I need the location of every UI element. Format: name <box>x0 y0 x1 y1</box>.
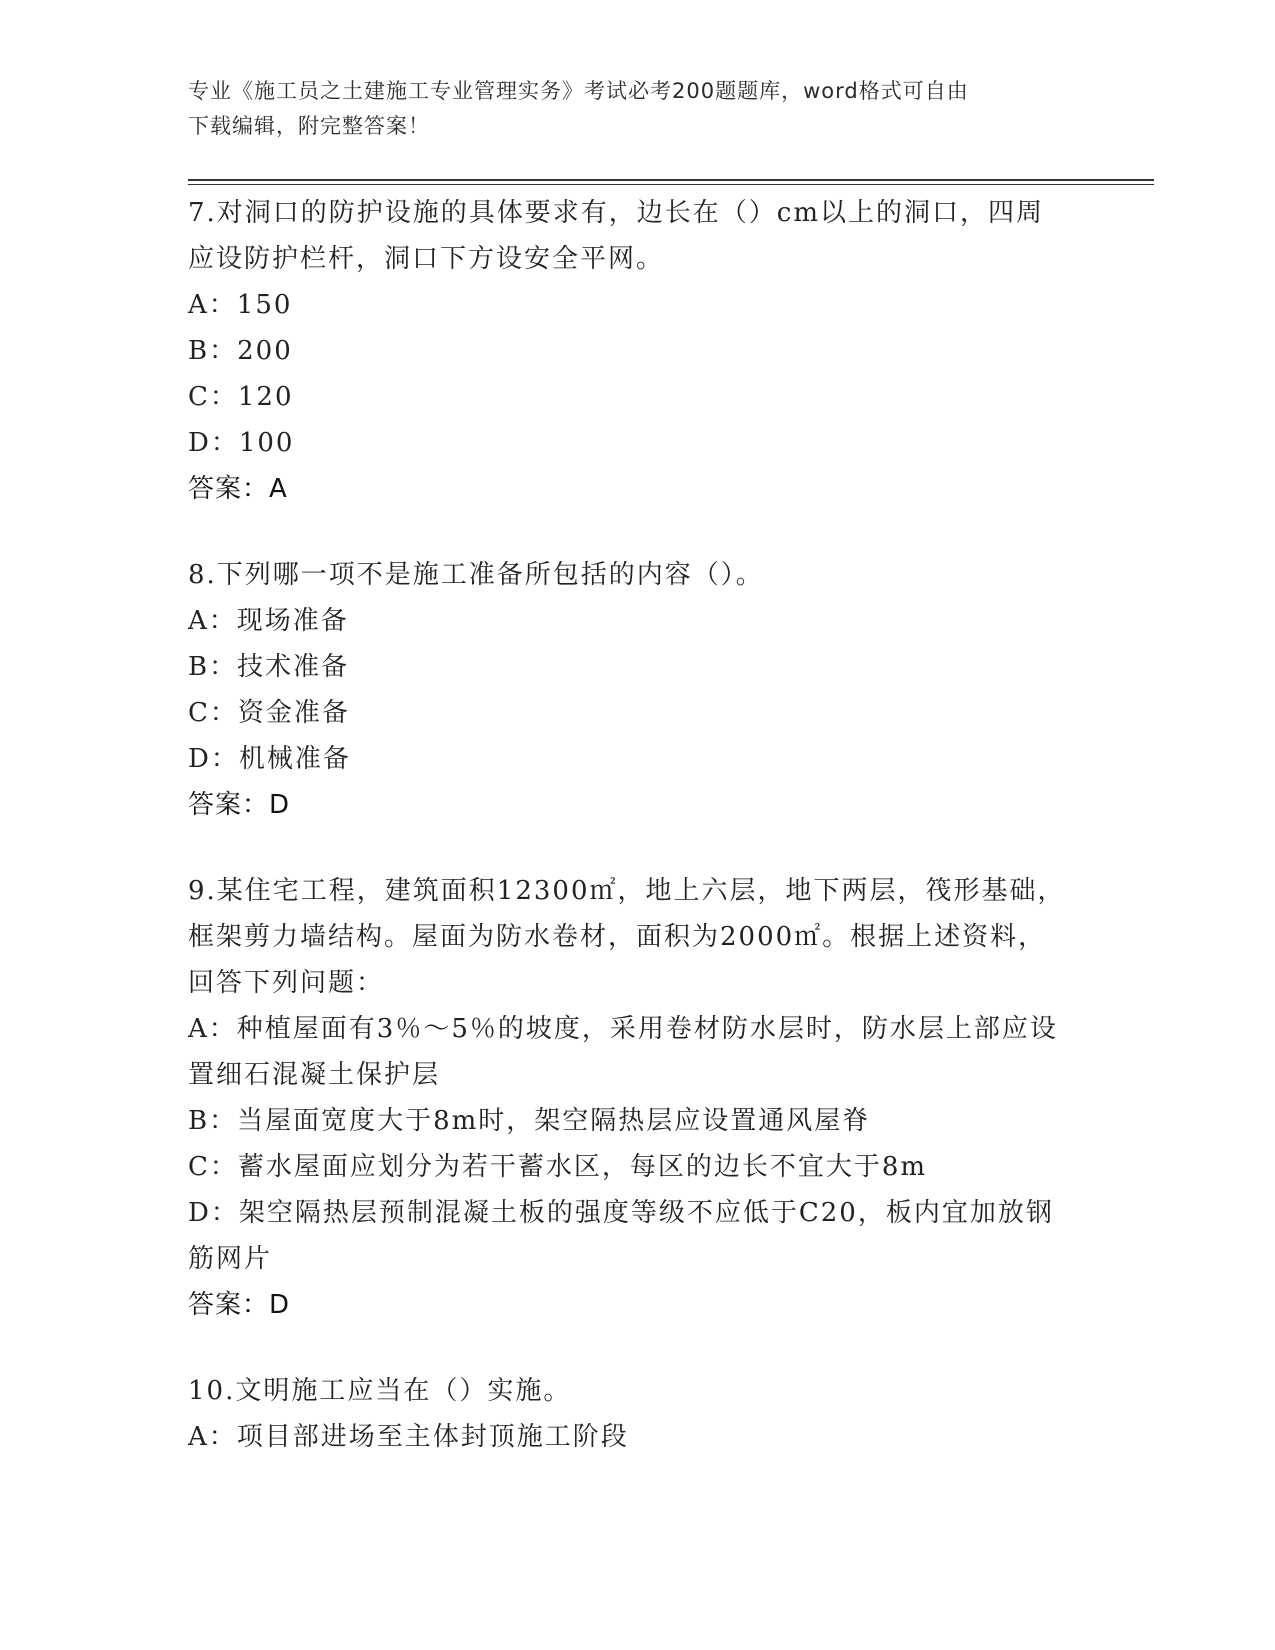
option-d-continued: 筋网片 <box>188 1244 273 1274</box>
option-a: A：项目部进场至主体封顶施工阶段 <box>188 1422 629 1452</box>
header-divider-thick <box>188 179 1154 181</box>
header-line-2: 下载编辑，附完整答案！ <box>188 114 430 138</box>
question-stem-line: 9.某住宅工程，建筑面积12300㎡，地上六层，地下两层，筏形基础， <box>188 876 1066 906</box>
option-c: C：120 <box>188 382 294 412</box>
option-b: B：当屋面宽度大于8m时，架空隔热层应设置通风屋脊 <box>188 1106 871 1136</box>
option-d: D：架空隔热层预制混凝土板的强度等级不应低于C20，板内宜加放钢 <box>188 1198 1054 1228</box>
option-d: D：机械准备 <box>188 744 351 774</box>
option-a: A：种植屋面有3％～5％的坡度，采用卷材防水层时，防水层上部应设 <box>188 1014 1058 1044</box>
question-stem-line: 10.文明施工应当在（）实施。 <box>188 1376 572 1406</box>
answer-line: 答案：D <box>188 790 291 820</box>
option-b: B：技术准备 <box>188 652 350 682</box>
question-stem-line: 7.对洞口的防护设施的具体要求有，边长在（）cm以上的洞口，四周 <box>188 198 1045 228</box>
header-line-1: 专业《施工员之土建施工专业管理实务》考试必考200题题库，word格式可自由 <box>188 79 969 103</box>
question-list <box>188 190 1088 1500</box>
option-c: C：资金准备 <box>188 698 350 728</box>
question-7 <box>188 190 1088 512</box>
option-b: B：200 <box>188 336 293 366</box>
option-a-continued: 置细石混凝土保护层 <box>188 1060 441 1090</box>
question-10 <box>188 1368 1088 1460</box>
option-c: C：蓄水屋面应划分为若干蓄水区，每区的边长不宜大于8m <box>188 1152 928 1182</box>
question-stem-line: 框架剪力墙结构。屋面为防水卷材，面积为2000㎡。根据上述资料， <box>188 922 1047 952</box>
option-a: A：现场准备 <box>188 606 349 636</box>
question-stem-line: 8.下列哪一项不是施工准备所包括的内容（）。 <box>188 560 764 590</box>
question-stem-line: 回答下列问题： <box>188 968 385 998</box>
option-d: D：100 <box>188 428 295 458</box>
document-header <box>188 74 1068 144</box>
option-a: A：150 <box>188 290 293 320</box>
question-stem-line: 应设防护栏杆，洞口下方设安全平网。 <box>188 244 665 274</box>
answer-line: 答案：D <box>188 1290 291 1320</box>
question-8 <box>188 552 1088 828</box>
question-9 <box>188 868 1088 1328</box>
answer-line: 答案：A <box>188 474 288 504</box>
header-divider-thin <box>188 184 1154 185</box>
